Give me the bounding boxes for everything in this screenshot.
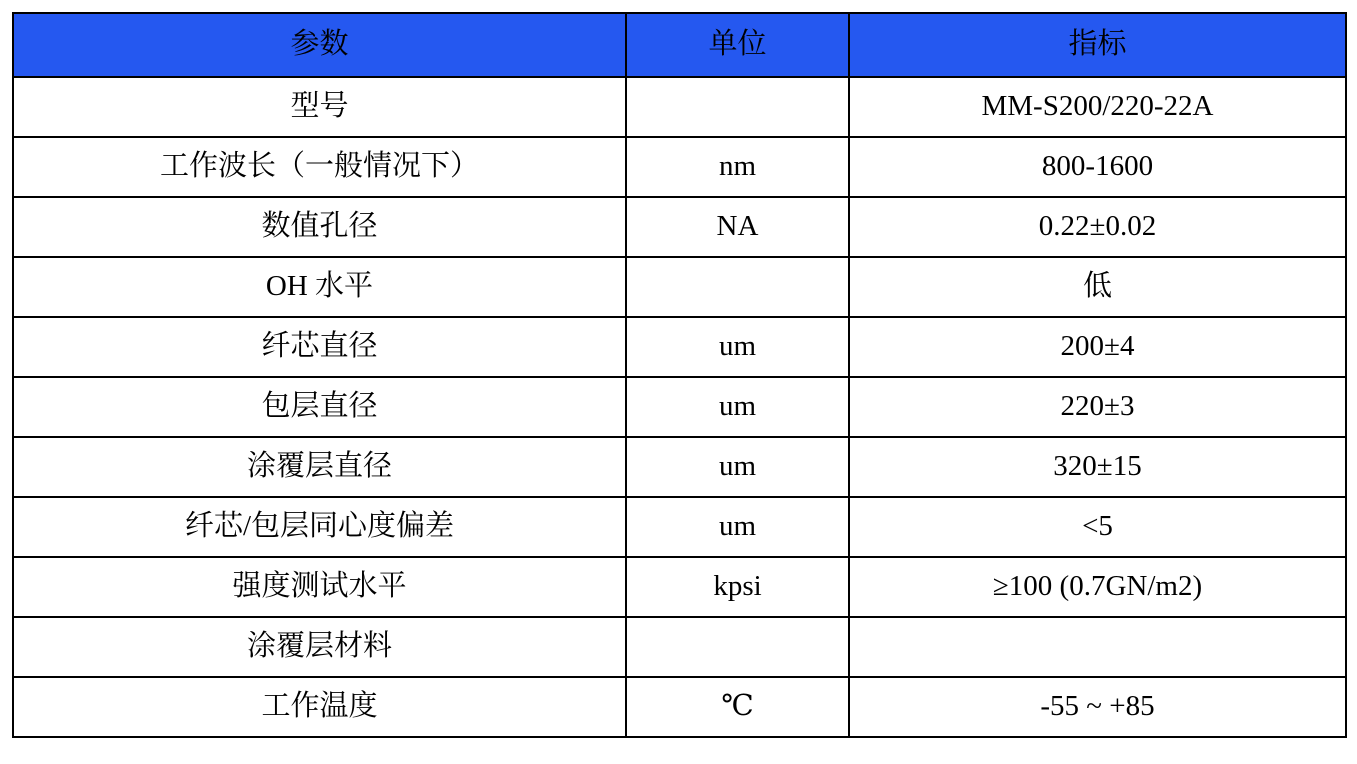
cell-parameter: 强度测试水平 <box>13 557 626 617</box>
table-body <box>13 77 1346 737</box>
cell-parameter: 涂覆层材料 <box>13 617 626 677</box>
cell-unit <box>626 77 849 137</box>
table-row <box>13 497 1346 557</box>
table-row <box>13 437 1346 497</box>
cell-parameter: 工作波长（一般情况下） <box>13 137 626 197</box>
cell-value: <5 <box>849 497 1346 557</box>
specification-table <box>12 12 1347 738</box>
cell-value: 200±4 <box>849 317 1346 377</box>
table-row <box>13 557 1346 617</box>
table-row <box>13 137 1346 197</box>
cell-unit: NA <box>626 197 849 257</box>
cell-parameter: 包层直径 <box>13 377 626 437</box>
cell-parameter: 工作温度 <box>13 677 626 737</box>
cell-parameter: 型号 <box>13 77 626 137</box>
cell-value: 220±3 <box>849 377 1346 437</box>
cell-value: 800-1600 <box>849 137 1346 197</box>
cell-value: MM-S200/220-22A <box>849 77 1346 137</box>
cell-unit: kpsi <box>626 557 849 617</box>
cell-unit: um <box>626 437 849 497</box>
table-row <box>13 377 1346 437</box>
table-row <box>13 77 1346 137</box>
column-header-specification: 指标 <box>849 13 1346 77</box>
cell-parameter: 纤芯/包层同心度偏差 <box>13 497 626 557</box>
cell-unit <box>626 257 849 317</box>
cell-value: 低 <box>849 257 1346 317</box>
cell-parameter: 数值孔径 <box>13 197 626 257</box>
cell-unit <box>626 617 849 677</box>
cell-unit: um <box>626 497 849 557</box>
cell-value: ≥100 (0.7GN/m2) <box>849 557 1346 617</box>
cell-value: 320±15 <box>849 437 1346 497</box>
cell-unit: nm <box>626 137 849 197</box>
table-row <box>13 677 1346 737</box>
cell-unit: um <box>626 377 849 437</box>
cell-value: -55 ~ +85 <box>849 677 1346 737</box>
cell-parameter: 涂覆层直径 <box>13 437 626 497</box>
cell-parameter: OH 水平 <box>13 257 626 317</box>
table-header <box>13 13 1346 77</box>
header-row <box>13 13 1346 77</box>
cell-unit: ℃ <box>626 677 849 737</box>
column-header-parameter: 参数 <box>13 13 626 77</box>
cell-unit: um <box>626 317 849 377</box>
cell-value: 0.22±0.02 <box>849 197 1346 257</box>
column-header-unit: 单位 <box>626 13 849 77</box>
table-row <box>13 197 1346 257</box>
cell-parameter: 纤芯直径 <box>13 317 626 377</box>
table-row <box>13 257 1346 317</box>
cell-value <box>849 617 1346 677</box>
table-row <box>13 617 1346 677</box>
table-row <box>13 317 1346 377</box>
